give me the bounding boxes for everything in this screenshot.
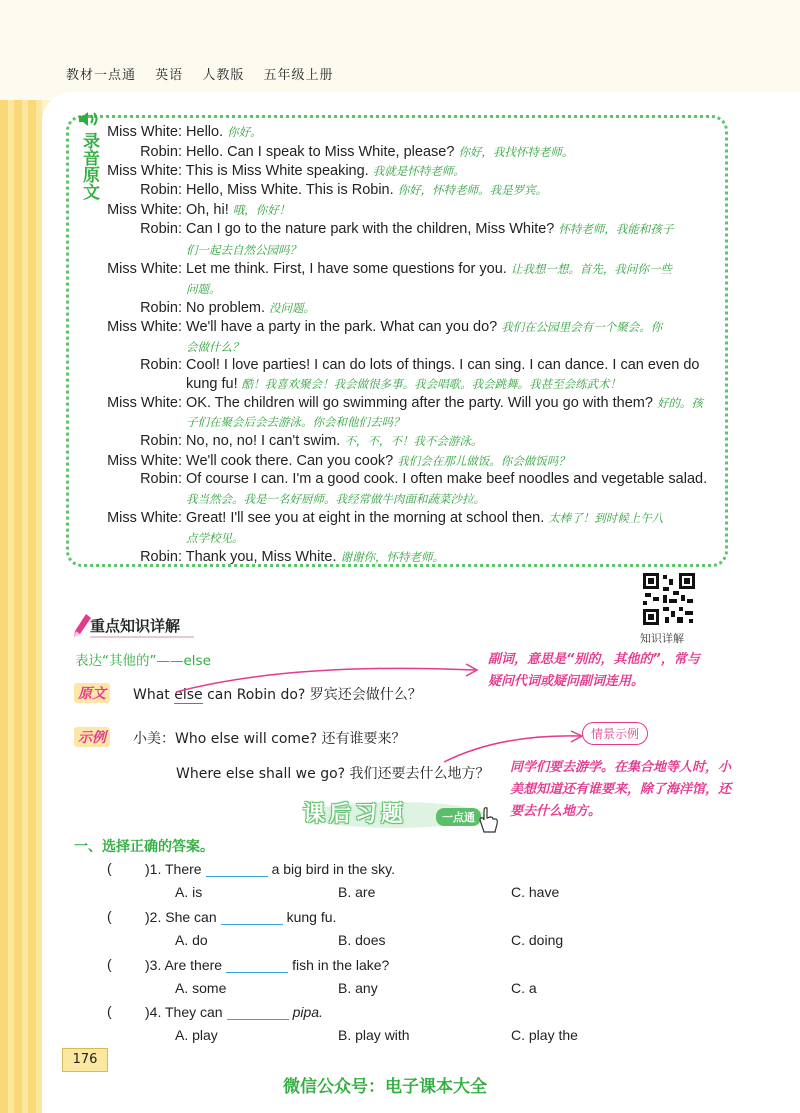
- answer-option[interactable]: B. are: [338, 884, 376, 900]
- chinese-translation: 哦，你好！: [232, 203, 291, 217]
- transcript-line-continued: [186, 375, 621, 394]
- speaker-name: Robin:: [140, 433, 182, 449]
- transcript-line: [107, 318, 662, 337]
- page-number: 176: [62, 1048, 108, 1072]
- chinese-translation: 让我想一想。首先，我问你一些: [510, 262, 672, 276]
- question-post: fish in the lake?: [292, 957, 390, 973]
- answer-blank[interactable]: [226, 956, 288, 973]
- section-title-knowledge: 重点知识详解: [90, 615, 194, 638]
- question-number: )1.: [145, 861, 162, 877]
- answer-paren[interactable]: (: [107, 908, 112, 924]
- pointer-hand-icon: [476, 806, 500, 834]
- speaker-name: Miss White:: [107, 510, 182, 526]
- transcript-line: [140, 470, 707, 489]
- speaker-name: Miss White:: [107, 202, 182, 218]
- speaker-name: Robin:: [140, 182, 182, 198]
- chinese-translation: 谢谢你，怀特老师。: [340, 550, 444, 564]
- chinese-translation: 没问题。: [269, 301, 316, 315]
- chinese-translation: 怀特老师，我能和孩子: [558, 222, 674, 236]
- transcript-line: [140, 181, 547, 200]
- answer-blank[interactable]: [221, 908, 283, 925]
- question-post: a big bird in the sky.: [271, 861, 396, 877]
- english-text: Thank you, Miss White.: [185, 549, 337, 565]
- speaker-icon[interactable]: [77, 110, 101, 128]
- answer-option[interactable]: A. play: [175, 1027, 218, 1043]
- transcript-line: [107, 452, 570, 471]
- chinese-translation: 你好，我找怀特老师。: [458, 145, 574, 159]
- chinese-translation: 我们会在那儿做饭。你会做饭吗？: [397, 454, 570, 468]
- chinese-translation: 好的。孩: [656, 396, 703, 410]
- qr-code-icon[interactable]: [641, 571, 697, 627]
- answer-option[interactable]: B. any: [338, 980, 378, 996]
- page-top-margin: [0, 0, 800, 100]
- chinese-translation: 点学校见。: [186, 531, 244, 545]
- speaker-name: Robin:: [140, 357, 182, 373]
- speaker-name: Robin:: [140, 221, 182, 237]
- book-edge-stripes: [0, 100, 42, 1113]
- question-post: kung fu.: [286, 909, 337, 925]
- book-header: [66, 64, 347, 83]
- original-pre: What: [133, 687, 175, 703]
- question-number: )4.: [145, 1004, 162, 1020]
- scene-description: 同学们要去游学。在集合地等人时，小美想知道还有谁要来，除了海洋馆，还要去什么地方。: [510, 760, 732, 819]
- chinese-translation: 问题。: [186, 282, 221, 296]
- answer-option[interactable]: C. doing: [511, 932, 564, 948]
- english-text: No, no, no! I can't swim.: [186, 433, 341, 449]
- question-pre: There: [164, 861, 202, 877]
- answer-paren[interactable]: (: [107, 956, 112, 972]
- english-text: Hello. Can I speak to Miss White, please?: [186, 144, 455, 160]
- chinese-translation: 我们在公园里会有一个聚会。你: [501, 320, 663, 334]
- chinese-translation: 会做什么？: [186, 340, 244, 354]
- english-text: Let me think. First, I have some questions for you.: [186, 261, 507, 277]
- question-pre: Are there: [164, 957, 223, 973]
- english-text: Can I go to the nature park with the children, Miss White?: [186, 221, 555, 237]
- english-text: Of course I can. I'm a good cook. I often make beef noodles and vegetable salad.: [186, 471, 708, 487]
- transcript-line: [140, 220, 673, 239]
- chinese-translation: 你好，怀特老师。我是罗宾。: [397, 183, 548, 197]
- exercise-banner-sub: 一点通: [436, 808, 481, 826]
- transcript-line: [107, 260, 672, 279]
- keyword-else: else: [174, 687, 203, 703]
- scene-example-tag: 情景示例: [582, 722, 648, 745]
- question-number: )2.: [145, 909, 162, 925]
- side-title-text: 录音原文: [79, 132, 99, 200]
- english-text: kung fu!: [186, 376, 238, 392]
- transcript-line: [107, 123, 262, 142]
- tag-example: 示例: [74, 727, 110, 747]
- answer-option[interactable]: C. a: [511, 980, 537, 996]
- chinese-translation: 我就是怀特老师。: [372, 164, 465, 178]
- question-pre: They can: [164, 1004, 223, 1020]
- original-post: can Robin do? 罗宾还会做什么？: [202, 687, 422, 703]
- header-item: 教材一点通: [66, 68, 137, 83]
- chinese-translation: 酷！我喜欢聚会！我会做很多事。我会唱歌。我会跳舞。我甚至会练武术！: [241, 377, 622, 391]
- header-item: 英语: [155, 68, 184, 83]
- speaker-name: Miss White:: [107, 395, 182, 411]
- question-stem: [145, 1003, 323, 1020]
- question-post: pipa.: [292, 1004, 323, 1020]
- english-text: This is Miss White speaking.: [185, 163, 369, 179]
- transcript-line-continued: [186, 338, 244, 357]
- transcript-line: [140, 143, 573, 162]
- speaker-name: Miss White:: [107, 163, 182, 179]
- transcript-line: [107, 509, 663, 528]
- example-1: 小美：Who else will come? 还有谁要来？: [133, 731, 406, 747]
- question-stem: [145, 956, 389, 973]
- english-text: Great! I'll see you at eight in the morning at school then.: [186, 510, 545, 526]
- header-item: 人教版: [202, 68, 245, 83]
- speaker-name: Miss White:: [107, 124, 182, 140]
- question-stem: [145, 908, 336, 925]
- transcript-line: [140, 432, 482, 451]
- transcript-line-continued: [186, 490, 485, 509]
- answer-blank[interactable]: [227, 1003, 289, 1020]
- speaker-name: Miss White:: [107, 453, 182, 469]
- chinese-translation: 们一起去自然公园吗？: [186, 243, 301, 257]
- answer-option[interactable]: A. is: [175, 884, 203, 900]
- chinese-translation: 不，不，不！我不会游泳。: [344, 434, 483, 448]
- english-text: No problem.: [186, 300, 266, 316]
- answer-option[interactable]: A. do: [175, 932, 208, 948]
- speaker-name: Robin:: [140, 549, 182, 565]
- answer-paren[interactable]: (: [107, 860, 112, 876]
- answer-paren[interactable]: (: [107, 1003, 112, 1019]
- callout-arrow-1: [170, 660, 490, 700]
- speaker-name: Miss White:: [107, 319, 182, 335]
- english-text: Hello, Miss White. This is Robin.: [186, 182, 394, 198]
- transcript-line: [140, 356, 699, 375]
- transcript-line: [140, 299, 315, 318]
- answer-option[interactable]: A. some: [175, 980, 227, 996]
- transcript-line-continued: [186, 241, 301, 260]
- exercise-instruction: 一、选择正确的答案。: [74, 839, 214, 855]
- callout-explanation: 副词，意思是“别的，其他的”，常与疑问代词或疑问副词连用。: [488, 652, 700, 689]
- chinese-translation: 我当然会。我是一名好厨师。我经常做牛肉面和蔬菜沙拉。: [186, 492, 485, 506]
- qr-label: 知识详解: [640, 632, 684, 645]
- exercise-banner-title: 课后习题: [303, 802, 408, 827]
- answer-option[interactable]: C. have: [511, 884, 560, 900]
- answer-option[interactable]: B. does: [338, 932, 386, 948]
- english-text: We'll cook there. Can you cook?: [186, 453, 394, 469]
- speaker-name: Robin:: [140, 144, 182, 160]
- english-text: We'll have a party in the park. What can you do?: [186, 319, 498, 335]
- chinese-translation: 子们在聚会后会去游泳。你会和他们去吗？: [186, 415, 405, 429]
- chinese-translation: 太棒了！到时候上午八: [548, 511, 664, 525]
- english-text: OK. The children will go swimming after the party. Will you go with them?: [186, 395, 653, 411]
- transcript-side-title: [74, 110, 104, 200]
- answer-blank[interactable]: [206, 860, 268, 877]
- transcript-line-continued: [186, 280, 221, 299]
- question-number: )3.: [145, 957, 162, 973]
- answer-option[interactable]: B. play with: [338, 1027, 410, 1043]
- english-text: Cool! I love parties! I can do lots of things. I can sing. I can dance. I can even do: [186, 357, 700, 373]
- chinese-translation: 你好。: [227, 125, 262, 139]
- pencil-icon: [72, 613, 92, 639]
- knowledge-subtitle: 表达“其他的”——else: [75, 653, 211, 669]
- header-item: 五年级上册: [263, 68, 334, 83]
- footer-watermark: 微信公众号：电子课本大全: [283, 1077, 487, 1097]
- transcript-line: [107, 162, 465, 181]
- speaker-name: Robin:: [140, 471, 182, 487]
- tag-original: 原文: [74, 683, 110, 703]
- transcript-line: [107, 394, 703, 413]
- transcript-line: [107, 201, 290, 220]
- speaker-name: Robin:: [140, 300, 182, 316]
- transcript-line-continued: [186, 413, 405, 432]
- transcript-line-continued: [186, 529, 244, 548]
- example-2: Where else shall we go? 我们还要去什么地方？: [176, 766, 490, 782]
- english-text: Hello.: [186, 124, 224, 140]
- question-stem: [145, 860, 395, 877]
- answer-option[interactable]: C. play the: [511, 1027, 578, 1043]
- speaker-name: Miss White:: [107, 261, 182, 277]
- question-pre: She can: [165, 909, 217, 925]
- english-text: Oh, hi!: [186, 202, 229, 218]
- transcript-line: [140, 548, 444, 567]
